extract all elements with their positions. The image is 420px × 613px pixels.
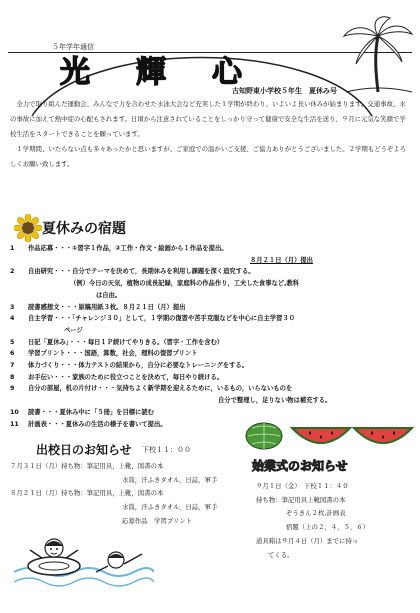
list-item: 8 お手伝い・・・家族のために役立つことを決めて，毎日やり続ける。 [10, 373, 224, 381]
ceremony-body [256, 480, 369, 562]
swimming-children-icon [14, 524, 154, 594]
ceremony-line: てくる。 [268, 550, 294, 559]
sunflower-icon [14, 214, 42, 242]
ceremony-line: 持ち物：筆記用具上靴図書の本 [256, 495, 346, 504]
ceremony-title: 始業式のお知らせ [252, 459, 348, 473]
watermelon-slices-icon [290, 424, 414, 450]
school-days-body [10, 460, 217, 529]
intro-text [10, 97, 412, 172]
school-days-title: 出校日のお知らせ [36, 443, 132, 457]
school-days-line: 応募作品 学習プリント [122, 516, 193, 525]
list-item: 11 計画表・・・夏休みの生活の様子を書いて提出。 [10, 420, 167, 428]
school-days-line: ８月２１日（月）持ち物：筆記用具，上靴，図書の本 [10, 489, 164, 498]
list-item: 2 自由研究・・・自分でテーマを決めて，長期休みを利用し課題を深く追究する。 [10, 268, 255, 276]
list-item: 7 体力づくり・・・体力テストの結果から，自分に必要なトレーニングをする。 [10, 362, 249, 370]
school-days-line: ７月３１日（月）持ち物：筆記用具，上靴，図書の本 [10, 462, 164, 470]
item2-continuation-2: は自由。 [96, 291, 122, 299]
grade-label: ５年学年通信 [52, 43, 94, 51]
ceremony-line: 道具箱は９月４日（月）までに持っ [256, 536, 359, 545]
ceremony-line: ９月１日（金） 下校１１：４０ [256, 482, 349, 490]
intro-paragraph-2: １学期間、いたらない点も多々あったかと思いますが、ご家庭での温かいご支援、ご協力ありがとうございました。２学期もどうぞよろしくお願い致します。 [10, 145, 407, 168]
school-days-line: 水筒，汗ふきタオル，日誌，軍手 [122, 475, 218, 484]
school-label: 古知野東小学校５年生 夏休み号 [232, 87, 337, 95]
homework-title: 夏休みの宿題 [42, 221, 126, 237]
school-days-line: 水筒，汗ふきタオル，日誌，軍手 [122, 503, 218, 512]
palm-tree-icon [340, 14, 416, 94]
list-item: 10 読書・・・夏休み中に「５冊」を目標に読む [10, 408, 154, 416]
melon-icon [244, 420, 284, 450]
page-title: 光 輝 心 [60, 55, 250, 90]
ceremony-line: ぞうきん２枚,計画表 [286, 509, 346, 518]
school-days-time: 下校１１：００ [142, 446, 191, 454]
item1-date: ８月２１日（月）提出 [250, 256, 313, 264]
ceremony-line: 宿題（上の２，４，５，６） [286, 523, 370, 532]
homework-list [10, 243, 415, 430]
list-item: 3 読書感想文・・・原稿用紙３枚。８月２１日（月）提出 [10, 303, 186, 311]
list-item: 6 学習プリント・・・国語，算数，社会，理科の復習プリント [10, 350, 198, 358]
item9-continuation: 自分で整理し，足りない物は補充する。 [218, 397, 332, 405]
item4-continuation: ページ [64, 326, 83, 334]
item2-continuation: （例）今日の天気，植物の成長記録，家庭科の作品作り，工夫した食事など,教科 [70, 280, 300, 288]
list-item: 9 自分の部屋，机の片付け・・・気持ちよく新学期を迎えるために，いるもの，いらないものを [10, 385, 293, 393]
list-item: 4 自主学習・・・「チャレンジ３０」として，１学期の復習や苦手克服などを中心に自主学習３０ [10, 315, 295, 323]
list-item: 5 日記「夏休み」・・・毎日１Ｐ続けてやりきる。（習字・工作を含む） [10, 338, 224, 346]
list-item: 1 作品応募・・・①習字１作品，②工作・作文・絵画から１作品を提出。 [10, 245, 228, 252]
intro-paragraph-1: 全力で取り組んだ運動会、みんなで力を合わせた水泳大会など充実した１学期が終わり、いよいよ長い休みが始まります。交通事故、水の事故に加えて熱中症の心配もされます。日頃から注意されていることをしっかり守って健康で安全な生活を送り、９月に元気な笑顔で学校生活をスタートできることを願っています。 [10, 100, 406, 138]
